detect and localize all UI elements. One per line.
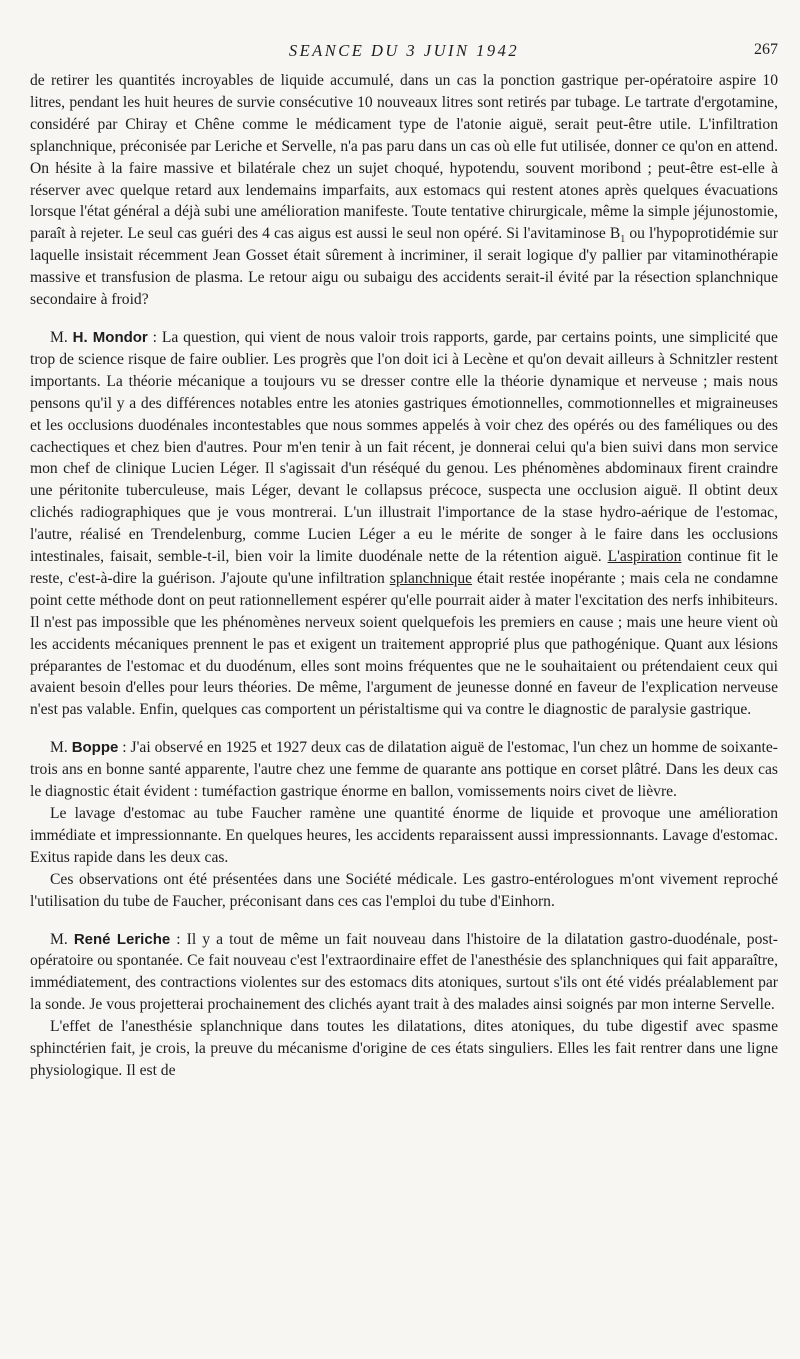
text: ou l'hypoprotidémie sur laquelle insistait récemment Jean Gosset était sûrement à incriminer, il serait logique d'y pallier par vitaminothérapie massive et transfusion de plasma. Le retour aigu ou subaigu des accidents serait-il évité par la résection splanchnique secondaire à froid? xyxy=(30,225,778,309)
paragraph-mondor xyxy=(30,327,778,721)
speaker-name: Boppe xyxy=(71,739,119,757)
paragraph-leriche xyxy=(30,929,778,1017)
paragraph-boppe-3: Ces observations ont été présentées dans une Société médicale. Les gastro-entérologues m'ont vivement reproché l'utilisation du tube de Faucher, préconisant dans ces cas l'emploi du tube d'Einhorn. xyxy=(30,870,778,910)
text: continue fit le reste, c'est-à-dire la guérison. J'ajoute qu'une infiltration xyxy=(30,548,778,587)
text: de retirer les quantités incroyables de liquide accumulé, dans un cas la ponction gastrique per-opératoire aspire 10 litres, pendant les huit heures de survie consécutive 10 nouveaux litres sont retirés par tubage. Le tartrate d'ergotamine, considéré par Chiray et Chêne comme le médicament type de l'atonie aiguë, serait peut-être utile. L'infiltration splanchnique, préconisée par Leriche et Servelle, n'a pas paru dans un cas où elle fut utilisée, donner ce qu'on en attend. On hésite à la faire massive et bilatérale chez un sujet choqué, hypotendu, souvent moribond ; peut-être est-elle à réserver avec quelque retard aux lendemains imparfaits, aux estomacs qui restent atones après quelques évacuations lorsque l'état général a déjà subi une amélioration manifeste. Toute tentative chirurgicale, même la simple jéjunostomie, paraît à rejeter. Le seul cas guéri des 4 cas aigus est aussi le seul non opéré. Si l'avitaminose B xyxy=(30,72,778,243)
subscript: 1 xyxy=(620,234,626,246)
text: : Il y a tout de même un fait nouveau dans l'histoire de la dilatation gastro-duodénale, post-opératoire ou spontanée. Ce fait nouveau c'est l'extraordinaire effet de l'anesthésie des splanchniques qui fait apparaître, immédiatement, des contractions violentes sur des estomacs dits atoniques, surtout s'ils ont été vidés préalablement par la sonde. Je vous projetterai prochainement des clichés ayant trait à des malades ainsi soignés par mon interne Servelle. xyxy=(30,930,778,1014)
speaker-prefix: M. xyxy=(50,328,73,346)
paragraph-boppe-2: Le lavage d'estomac au tube Faucher ramène une quantité énorme de liquide et provoque une amélioration immédiate et impressionnante. En quelques heures, les accidents reparaissent aussi impressionnants. Lavage d'estomac. Exitus rapide dans les deux cas. xyxy=(30,805,778,866)
text: : J'ai observé en 1925 et 1927 deux cas de dilatation aiguë de l'estomac, l'un chez un homme de soixante-trois ans en bonne santé apparente, l'autre chez une femme de quarante ans pottique en corset plâtré. Dans les deux cas le diagnostic était évident : tuméfaction gastrique énorme en ballon, vomissements noirs civet de lièvre. xyxy=(30,739,778,801)
speaker-name: René Leriche xyxy=(73,930,171,948)
speaker-name: H. Mondor xyxy=(72,328,148,346)
speaker-prefix: M. xyxy=(50,739,72,757)
paragraph-boppe xyxy=(30,737,778,803)
text: était restée inopérante ; mais cela ne condamne point cette méthode dont on peut rationnellement espérer qu'elle pourrait aider à mater l'excitation des nerfs inhibiteurs. Il n'est pas impossible que les phénomènes nerveux soient quelquefois les premiers en cause ; mais une heure vient où les accidents mécaniques prennent le pas et exigent un traitement approprié plus que pathogénique. Quant aux lésions préparantes de l'estomac et du duodénum, elles sont moins fréquentes que ne le souhaitaient ou prétendaient ceux qui avaient besoin d'elles pour leurs théories. De même, l'argument de jeunesse donné en faveur de l'explication nerveuse n'est pas valable. Enfin, quelques cas comportent un péristaltisme qui va contre le diagnostic de paralysie gastrique. xyxy=(30,569,779,719)
underlined-text: splanchnique xyxy=(389,569,473,587)
running-title: SEANCE DU 3 JUIN 1942 xyxy=(288,41,520,60)
page-number: 267 xyxy=(754,41,778,58)
paragraph-leriche-2: L'effet de l'anesthésie splanchnique dans toutes les dilatations, dites atoniques, du tube digestif avec spasme sphinctérien fait, je crois, la preuve du mécanisme d'origine de ces états singuliers. Elles les fait rentrer dans une ligne physiologique. Il est de xyxy=(30,1018,778,1079)
text: : La question, qui vient de nous valoir trois rapports, garde, par certains points, une simplicité que trop de science risque de faire oublier. Les progrès que l'on doit ici à Lecène et qu'on devait ailleurs à Schnitzler restent importants. La théorie mécanique a toujours vu se dresser contre elle la théorie dynamique et nerveuse ; mais nous pensons qu'il y a des différences notables entre les atonies gastriques émotionnelles, commotionnelles et migraineuses et les occlusions duodénales incontestables que nous sommes appelés à voir chez des opérés ou des faméliques ou des cachectiques et chez bien d'autres. Pour m'en tenir à un fait récent, je donnerai celui qu'a bien suivi dans mon service mon chef de clinique Lucien Léger. Il s'agissait d'un réséqué du genou. Les phénomènes abdominaux firent craindre une péritonite tuberculeuse, mais Léger, devant le collapsus précoce, suspecta une occlusion aiguë. Il obtint deux clichés radiographiques que je vous montrerai. L'un illustrait l'importance de la stase hydro-aérique de l'estomac, l'autre, réalisé en Trendelenburg, comme Lucien Léger a eu le mérite de songer à le faire dans les occlusions intestinales, faisait, semble-t-il, bien voir la limite duodénale nette de la rétention aiguë. xyxy=(30,328,778,566)
speaker-prefix: M. xyxy=(50,930,74,948)
underlined-text: L'aspiration xyxy=(607,548,682,566)
running-header xyxy=(30,36,778,60)
paragraph-continuation xyxy=(30,70,778,311)
